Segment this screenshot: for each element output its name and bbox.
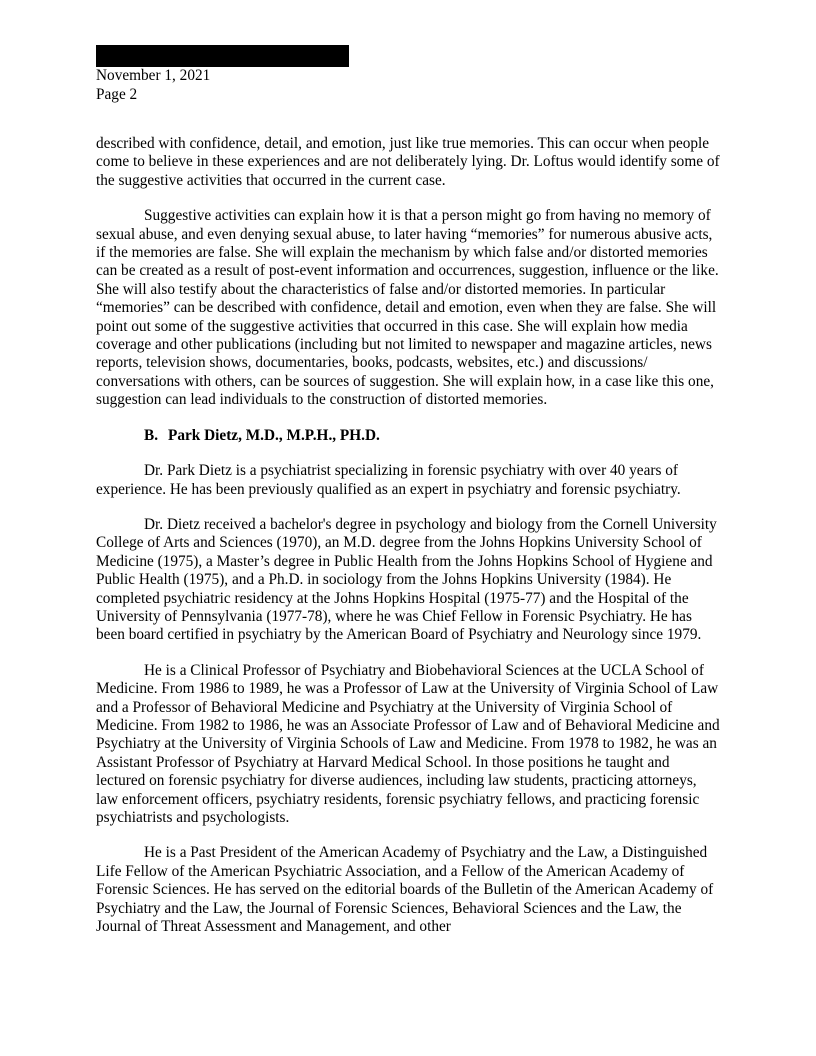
paragraph-dietz-education: Dr. Dietz received a bachelor's degree in psychology and biology from the Cornell University College of Arts and Sciences (1970), an M.D. degree from the Johns Hopkins University School of Medicine (1975), a Master’s degree in Public Health from the Johns Hopkins School of Hygiene and Public Health (1975), and a Ph.D. in sociology from the Johns Hopkins University (1984). He completed psychiatric residency at the Johns Hopkins Hospital (1975-77) and the Hospital of the University of Pennsylvania (1977-78), where he was Chief Fellow in Forensic Psychiatry. He has been board certified in psychiatry by the American Board of Psychiatry and Neurology since 1979. — [96, 515, 717, 644]
redaction-bar — [96, 45, 349, 67]
document-body — [96, 135, 720, 953]
paragraph-suggestive-activities: Suggestive activities can explain how it is that a person might go from having no memory of sexual abuse, and even denying sexual abuse, to later having “memories” for numerous abusive acts, if the memories are false. She will explain the mechanism by which false and/or distorted memories can be created as a result of post-event information and occurrences, suggestion, influence or the like. She will also testify about the characteristics of false and/or distorted memories. In particular “memories” can be described with confidence, detail and emotion, even when they are false. She will point out some of the suggestive activities that occurred in this case. She will explain how media coverage and other publications (including but not limited to newspaper and magazine articles, news reports, television shows, documentaries, books, podcasts, websites, etc.) and discussions/ conversations with others, can be sources of suggestion. She will explain how, in a case like this one, suggestion can lead individuals to the construction of distorted memories. — [96, 207, 719, 409]
paragraph-dietz-affiliations: He is a Past President of the American Academy of Psychiatry and the Law, a Distinguished Life Fellow of the American Psychiatric Association, and a Fellow of the American Academy of Forensic Sciences. He has served on the editorial boards of the Bulletin of the American Academy of Psychiatry and the Law, the Journal of Forensic Sciences, Behavioral Sciences and the Law, the Journal of Threat Assessment and Management, and other — [96, 844, 714, 936]
letter-date: November 1, 2021 — [96, 67, 211, 84]
page-number: Page 2 — [96, 86, 138, 103]
paragraph-dietz-intro: Dr. Park Dietz is a psychiatrist specializing in forensic psychiatry with over 40 years of experience. He has been previously qualified as an expert in psychiatry and forensic psychiatry. — [96, 462, 681, 498]
paragraph-dietz-positions: He is a Clinical Professor of Psychiatry and Biobehavioral Sciences at the UCLA School of Medicine. From 1986 to 1989, he was a Professor of Law at the University of Virginia School of Law and a Professor of Behavioral Medicine and Psychiatry at the University of Virginia School of Medicine. From 1982 to 1986, he was an Associate Professor of Law and of Behavioral Medicine and Psychiatry at the University of Virginia Schools of Law and Medicine. From 1978 to 1982, he was an Assistant Professor of Psychiatry at Harvard Medical School. In those positions he taught and lectured on forensic psychiatry for diverse audiences, including law students, practicing attorneys, law enforcement officers, psychiatry residents, forensic psychiatry fellows, and practicing forensic psychiatrists and psychologists. — [96, 661, 720, 826]
paragraph-continued: described with confidence, detail, and emotion, just like true memories. This can occur when people come to believe in these experiences and are not deliberately lying. Dr. Loftus would identify some of the suggestive activities that occurred in the current case. — [96, 135, 720, 189]
section-letter: B. — [144, 426, 159, 444]
section-heading — [96, 427, 720, 445]
section-title: Park Dietz, M.D., M.P.H., PH.D. — [168, 426, 380, 444]
